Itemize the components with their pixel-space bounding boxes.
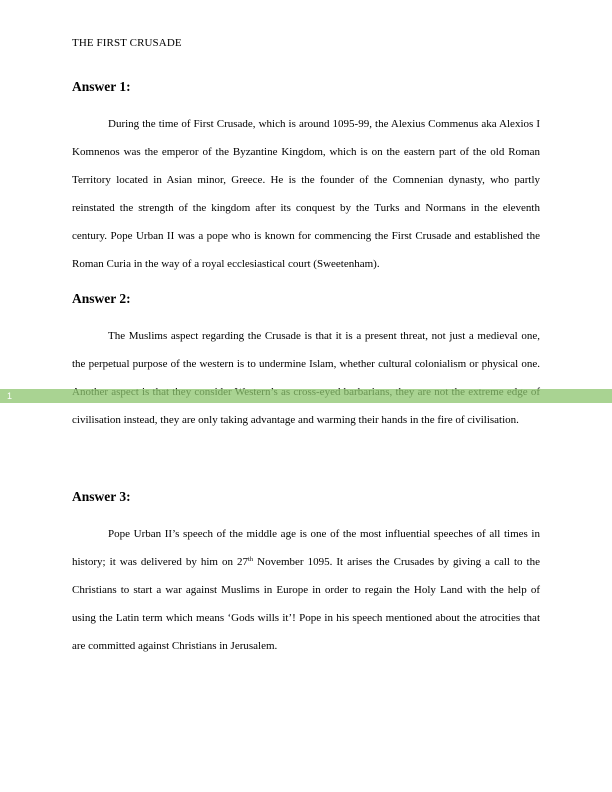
answer-2-paragraph: The Muslims aspect regarding the Crusade is that it is a present threat, not just a medieval one, the perpetual purpose of the western is to undermine Islam, whether cultural colonialism or physical one. civilisation instead, they are only taking advantage and warming their hands in the fire of civilisation. [72, 330, 540, 426]
answer-2-heading: Answer 2: [72, 291, 131, 306]
answer-1-heading: Answer 1: [72, 79, 131, 94]
line-number: 1 [7, 391, 13, 401]
line-highlight-band [0, 389, 612, 403]
date-ordinal-superscript: th [248, 556, 254, 563]
answer-3-text-before-date: Pope Urban II’s speech of the middle age is one of the most influential speeches of all times in history; it was delivered by him on 27 [72, 528, 540, 568]
document-body [72, 74, 540, 660]
answer-1-paragraph: During the time of First Crusade, which is around 1095-99, the Alexius Commenus aka Alexios I Komnenos was the emperor of the Byzantine Kingdom, which is on the eastern part of the old Roman Territory located in Asian minor, Greece. He is the founder of the Comnenian dynasty, who partly reinstated the strength of the kingdom after its conquest by the Turks and Normans in the eleventh century. Pope Urban II was a pope who is known for commencing the First Crusade and established the Roman Curia in the way of a royal ecclesiastical court (Sweetenham). [72, 118, 540, 270]
answer-3-heading: Answer 3: [72, 489, 131, 504]
answer-3-paragraph [72, 520, 540, 660]
answer-3-text-after-date: November 1095. It arises the Crusades by giving a call to the Christians to start a war against Muslims in Europe in order to regain the Holy Land with the help of using the Latin term which means ‘Gods wills it’! Pope in his speech mentioned about the atrocities that are committed against Christians in Jerusalem. [72, 556, 540, 652]
running-head: THE FIRST CRUSADE [72, 37, 182, 49]
